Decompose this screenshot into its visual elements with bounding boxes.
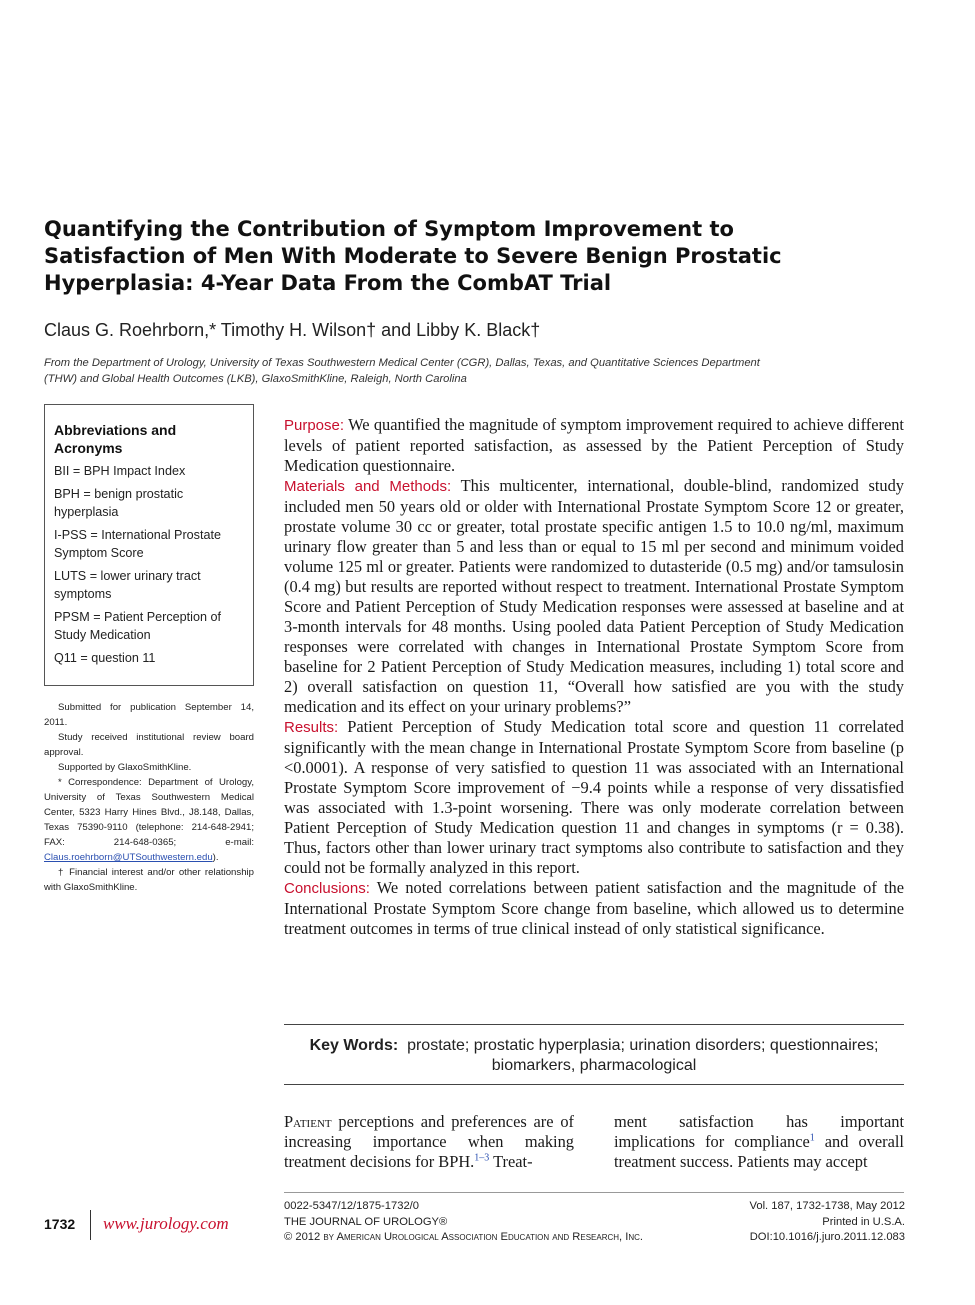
- reference-link[interactable]: 1–3: [474, 1152, 490, 1164]
- correspondence-email-link[interactable]: Claus.roehrborn@UTSouthwestern.edu: [44, 852, 213, 863]
- abstract-methods: [284, 476, 904, 717]
- body-lead-word: Patient: [284, 1112, 332, 1131]
- abstract: [284, 415, 904, 939]
- abbreviation-item: Q11 = question 11: [54, 650, 156, 665]
- body-column-1: [284, 1112, 574, 1172]
- body-col2-text: ment satisfaction has important implications for compliance: [614, 1112, 904, 1151]
- purpose-text: We quantified the magnitude of symptom improvement required to achieve different levels of patient reported satisfaction, as assessed by the Patient Perception of Study Medication questionnaire.: [284, 415, 904, 475]
- keywords: [284, 1036, 904, 1076]
- keywords-text: prostate; prostatic hyperplasia; urination disorders; questionnaires; biomarkers, pharmacological: [407, 1037, 879, 1074]
- financial-note: † Financial interest and/or other relationship with GlaxoSmithKline.: [44, 867, 254, 893]
- footer-journal-info: [284, 1199, 643, 1246]
- correspondence-text: * Correspondence: Department of Urology, University of Texas Southwestern Medical Center, 5323 Harry Hines Blvd., J8.148, Dallas, Texas 75390-9110 (telephone: 214-648-2941; FAX: 214-648-0365; e-mail:: [44, 777, 254, 848]
- issn: 0022-5347/12/1875-1732/0: [284, 1200, 419, 1212]
- keywords-label: Key Words:: [309, 1037, 399, 1054]
- irb-note: Study received institutional review board approval.: [44, 732, 254, 758]
- abbreviations-heading: Abbreviations and Acronyms: [54, 422, 177, 456]
- doi: DOI:10.1016/j.juro.2011.12.083: [749, 1231, 905, 1243]
- printed-in: Printed in U.S.A.: [822, 1215, 905, 1228]
- copyright: © 2012 by American Urological Association Education and Research, Inc.: [284, 1231, 644, 1243]
- article-notes: [44, 700, 254, 895]
- footer-divider: [90, 1210, 91, 1240]
- abbreviation-item: BPH = benign prostatic hyperplasia: [54, 486, 184, 519]
- methods-label: Materials and Methods:: [284, 478, 452, 495]
- abbreviation-item: PPSM = Patient Perception of Study Medication: [54, 609, 221, 642]
- journal-url-link[interactable]: www.jurology.com: [103, 1214, 229, 1233]
- support-note: Supported by GlaxoSmithKline.: [58, 762, 192, 773]
- affiliation: From the Department of Urology, University of Texas Southwestern Medical Center (CGR), Dallas, Texas, and Quantitative Sciences Department (THW) and Global Health Outcomes (LKB), GlaxoSmithKline, Raleigh, North Carolina: [44, 357, 760, 385]
- results-label: Results:: [284, 719, 339, 736]
- correspondence-note: [44, 775, 254, 865]
- article-title: Quantifying the Contribution of Symptom Improvement to Satisfaction of Men With Moderate to Severe Benign Prostatic Hyperplasia: 4-Year Data From the CombAT Trial: [44, 217, 782, 295]
- footer-rule: [284, 1192, 904, 1193]
- abbreviation-item: I-PSS = International Prostate Symptom Score: [54, 527, 221, 560]
- conclusions-label: Conclusions:: [284, 880, 370, 897]
- reference-link[interactable]: 1: [809, 1132, 815, 1144]
- footer-citation-info: [750, 1199, 906, 1246]
- results-text: Patient Perception of Study Medication total score and question 11 correlated significantly with the mean change in International Prostate Symptom Score from baseline (p <0.0001). A response of very satisfied to question 11 was associated with an International Prostate Symptom Score improvement of −9.4 points while a response of very dissatisfied was associated with 1.3-point worsening. There was only moderate correlation between Patient Perception of Study Medication question 11 and changes in symptoms (r = 0.38). Thus, factors other than lower urinary tract symptoms also contribute to satisfaction and they could not be formally analyzed in this report.: [284, 717, 904, 877]
- body-column-2: [614, 1112, 904, 1172]
- author-list: Claus G. Roehrborn,* Timothy H. Wilson† and Libby K. Black†: [44, 320, 541, 340]
- keywords-top-rule: [284, 1024, 904, 1025]
- page-number: 1732: [44, 1216, 76, 1232]
- submission-note: Submitted for publication September 14, 2011.: [44, 702, 254, 728]
- abstract-results: [284, 717, 904, 878]
- purpose-label: Purpose:: [284, 417, 345, 434]
- volume-info: Vol. 187, 1732-1738, May 2012: [749, 1200, 905, 1212]
- abbreviation-item: LUTS = lower urinary tract symptoms: [54, 568, 201, 601]
- correspondence-end: ).: [212, 852, 219, 863]
- keywords-bottom-rule: [284, 1084, 904, 1085]
- body-col1-tail: Treat-: [489, 1152, 533, 1171]
- body-col1-text: perceptions and preferences are of increasing importance when making treatment decisions for BPH.: [284, 1112, 574, 1171]
- journal-name: THE JOURNAL OF UROLOGY®: [284, 1215, 448, 1228]
- methods-text: This multicenter, international, double-blind, randomized study included men 50 years old or older with International Prostate Symptom Score 12 or greater, prostate volume 30 cc or greater, total prostate specific antigen 1.5 to 10.0 ng/ml, maximum urinary flow greater than 5 and less than or equal to 15 ml per second and minimum voided volume 125 ml or greater. Patients were randomized to dutasteride (0.5 mg) and/or tamsulosin (0.4 mg) but results are reported without respect to treatment. International Prostate Symptom Score and Patient Perception of Study Medication responses were assessed at baseline and at 3-month intervals for 48 months. Using pooled data Patient Perception of Study Medication responses were correlated with changes in International Prostate Symptom Score from baseline for 2 Patient Perception of Study Medication measures, including 1) total score and 2) overall satisfaction on question 11, “Overall how satisfied are you with the study medication and its effect on your urinary problems?”: [284, 476, 904, 716]
- abbreviations-box: [44, 404, 254, 686]
- body-col2-tail: and overall treatment success. Patients may accept: [614, 1132, 904, 1171]
- abstract-conclusions: [284, 878, 904, 939]
- conclusions-text: We noted correlations between patient satisfaction and the magnitude of the International Prostate Symptom Score change from baseline, which allowed us to determine treatment outcomes in terms of true clinical instead of only statistical significance.: [284, 878, 904, 938]
- abbreviation-item: BII = BPH Impact Index: [54, 464, 186, 478]
- abstract-purpose: [284, 415, 904, 476]
